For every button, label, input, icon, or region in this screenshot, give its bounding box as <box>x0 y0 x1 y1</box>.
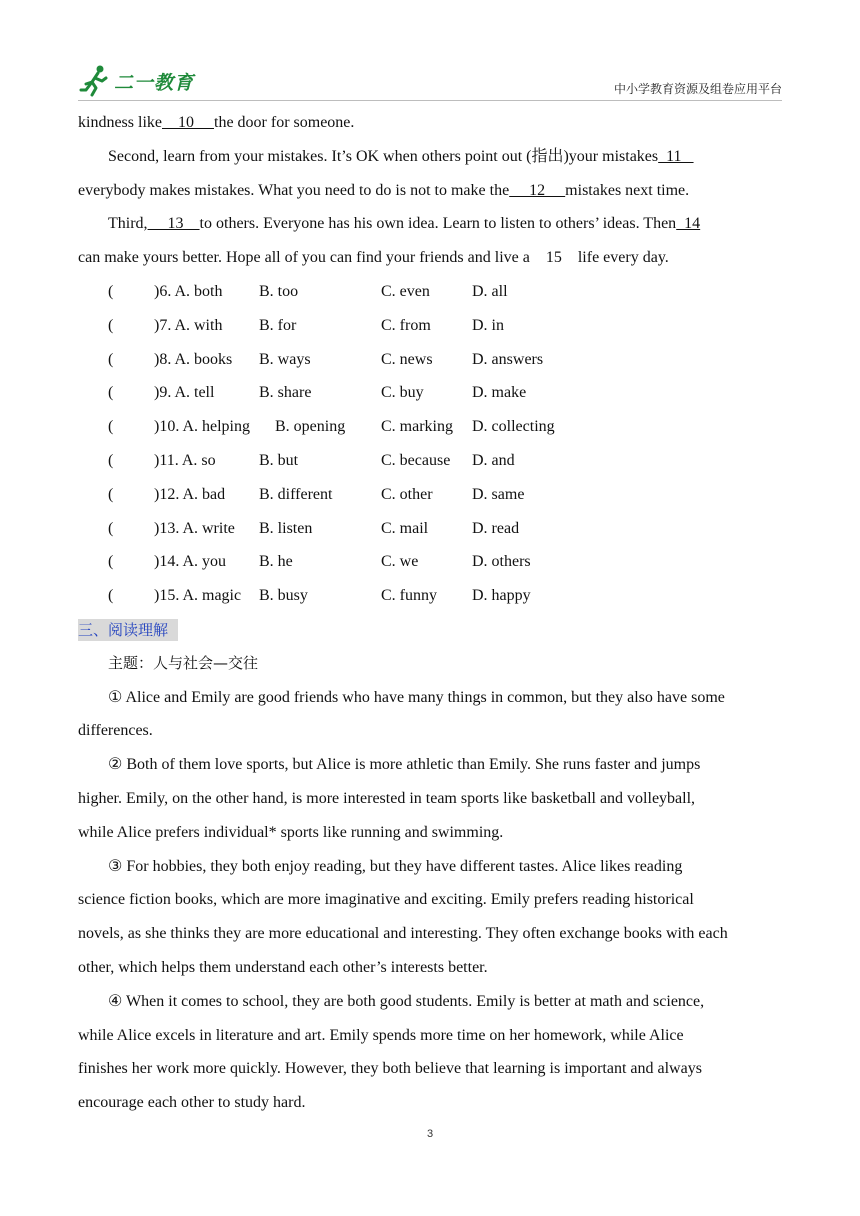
question-row: ( )7. A. with B. for C. from D. in <box>108 316 504 334</box>
blank-15: 15 <box>529 249 578 267</box>
question-row: ( )14. A. you B. he C. we D. others <box>108 553 531 571</box>
page-header <box>78 62 782 100</box>
header-divider <box>78 100 782 101</box>
question-row: ( )13. A. write B. listen C. mail D. read <box>108 519 520 537</box>
blank-14: 14 <box>676 215 701 233</box>
blank-12: 12 <box>509 181 566 199</box>
question-row: ( )8. A. books B. ways C. news D. answers <box>108 350 544 368</box>
blank-11: 11 <box>658 147 694 165</box>
passage-line: kindness like 10 the door for someone. <box>78 114 355 131</box>
question-row: ( )9. A. tell B. share C. buy D. make <box>108 384 527 402</box>
question-list <box>78 275 782 613</box>
question-row: ( )15. A. magic B. busy C. funny D. happy <box>108 587 531 605</box>
document-body <box>78 106 782 1120</box>
logo-text: 二一教育 <box>114 72 195 94</box>
reading-paragraph-3: ③ For hobbies, they both enjoy reading, but they have different tastes. Alice likes reading science fiction books, which are more imaginative and exciting. Emily prefers reading historical novels, as she thinks they are more educational and interesting. They often exchange books with each other, which helps them understand each other’s interests better. <box>78 857 728 976</box>
section-heading <box>78 618 782 642</box>
reading-paragraph-1: ① Alice and Emily are good friends who have many things in common, but they also have some differences. <box>78 688 725 740</box>
reading-paragraph-4: ④ When it comes to school, they are both good students. Emily is better at math and science, while Alice excels in literature and art. Emily spends more time on her homework, while Alice finishes her work more quickly. However, they both believe that learning is important and always encourage each other to study hard. <box>78 992 705 1112</box>
logo <box>78 62 208 98</box>
passage-line: can make yours better. Hope all of you can find your friends and live a 15 life every day. <box>78 249 669 267</box>
platform-name: 中小学教育资源及组卷应用平台 <box>613 82 782 96</box>
passage-line: everybody makes mistakes. What you need to do is not to make the 12 mistakes next time. <box>78 181 690 199</box>
passage-line: Third, 13 to others. Everyone has his own idea. Learn to listen to others’ ideas. Then 14 <box>108 215 701 233</box>
section-title: 三、阅读理解 <box>78 619 178 641</box>
blank-13: 13 <box>147 215 200 233</box>
blank-10: 10 <box>162 114 214 131</box>
reading-paragraph-2: ② Both of them love sports, but Alice is more athletic than Emily. She runs faster and jumps higher. Emily, on the other hand, is more interested in team sports like basketball and volleyball, while Alice prefers individual* sports like running and swimming. <box>78 756 701 841</box>
question-row: ( )10. A. helping B. opening C. marking D. collecting <box>108 418 555 436</box>
question-row: ( )11. A. so B. but C. because D. and <box>108 451 515 469</box>
question-row: ( )6. A. both B. too C. even D. all <box>108 282 508 300</box>
question-row: ( )12. A. bad B. different C. other D. same <box>108 485 525 503</box>
passage-line: Second, learn from your mistakes. It’s OK when others point out (指出)your mistakes 11 <box>108 147 694 165</box>
page-number: 3 <box>426 1128 434 1140</box>
reading-topic: 主题：人与社会—交往 <box>108 653 259 672</box>
running-man-icon <box>78 62 114 98</box>
